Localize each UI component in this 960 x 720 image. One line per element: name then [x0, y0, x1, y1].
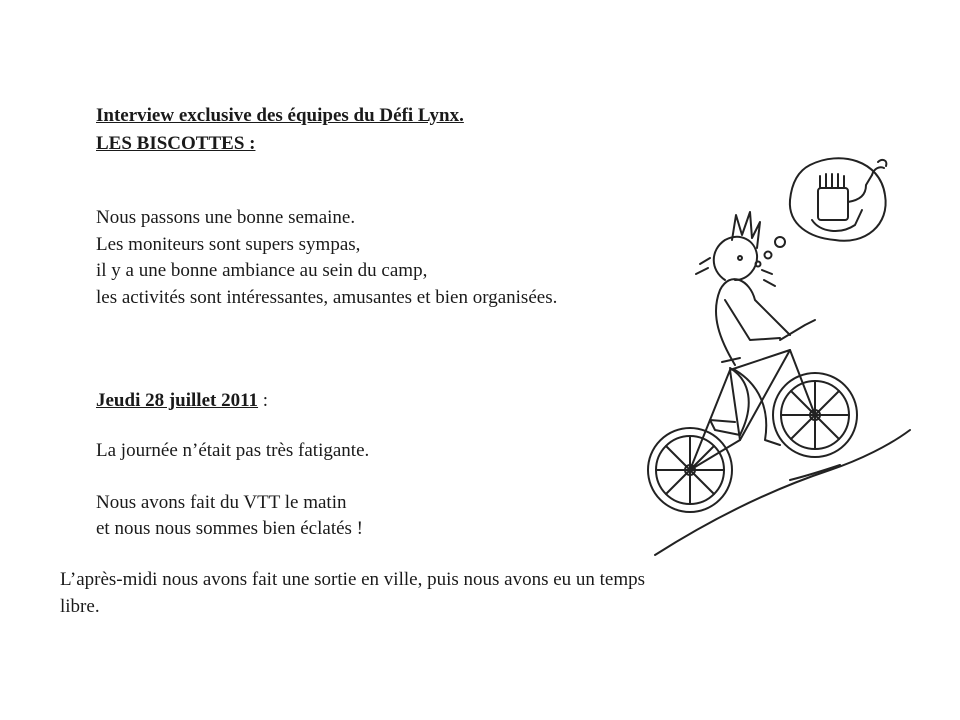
team-heading: LES BISCOTTES : — [96, 133, 256, 154]
cyclist-drawing-icon — [640, 140, 920, 560]
thought-bubble — [756, 158, 887, 266]
intro-line-2: Les moniteurs sont supers sympas, — [96, 234, 361, 255]
intro-line-4: les activités sont intéressantes, amusantes et bien organisées. — [96, 287, 558, 308]
day-line-3b: libre. — [60, 596, 100, 617]
day-line-2b: et nous nous sommes bien éclatés ! — [96, 518, 364, 539]
date-label: Jeudi 28 juillet 2011 — [96, 390, 259, 411]
day-line-1: La journée n’était pas très fatigante. — [96, 440, 370, 461]
day-line-3a: L’après-midi nous avons fait une sortie en ville, puis nous avons eu un temps — [60, 569, 646, 590]
date-heading — [96, 388, 268, 414]
document-title: Interview exclusive des équipes du Défi Lynx. — [96, 105, 464, 126]
date-suffix: : — [258, 390, 269, 411]
intro-line-1: Nous passons une bonne semaine. — [96, 207, 356, 228]
day-line-2a: Nous avons fait du VTT le matin — [96, 492, 347, 513]
intro-line-3: il y a une bonne ambiance au sein du camp, — [96, 260, 428, 281]
